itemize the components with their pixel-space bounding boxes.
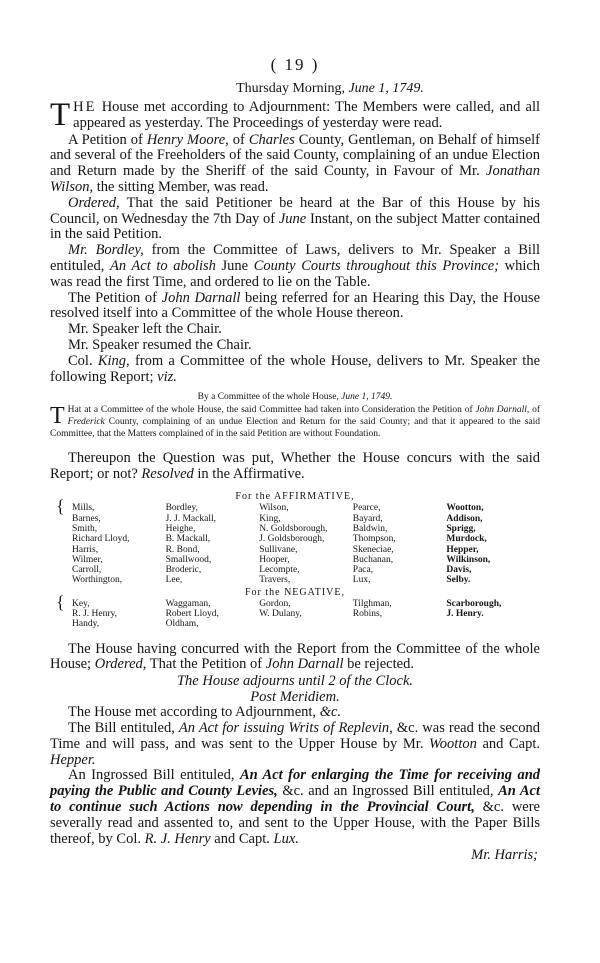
member-name: Wootton, [446, 503, 484, 514]
member-name: Addison, [446, 513, 483, 524]
opening-paragraph: THE House met according to Adjournment: The Members were called, and all appeared as yesterday. The Proceedings of yesterday were read. [50, 97, 541, 133]
member-name: Lux, [352, 575, 371, 586]
king-paragraph: Col. King, from a Committee of the whole House, delivers to Mr. Speaker the following Report; viz. [50, 352, 541, 385]
member-name: Key, [72, 598, 90, 609]
vote-column [353, 503, 447, 585]
member-name: Bayard, [352, 513, 383, 524]
member-name: J. Goldsborough, [259, 534, 325, 545]
dateline: Thursday Morning, June 1, 1749. [236, 81, 424, 96]
member-name: Waggaman, [165, 598, 211, 609]
drop-cap: T [50, 97, 71, 133]
member-name: Handy, [72, 619, 100, 630]
vote-column [50, 591, 166, 630]
member-name: Robert Lloyd, [165, 609, 219, 619]
member-name: Lecompte, [259, 565, 300, 576]
levies-paragraph: An Ingrossed Bill entituled, An Act for enlarging the Time for receiving and paying the Public and County Levies, &c. and an Ingrossed Bill entituled, An Act to continue such Actions now depending in the Provincial Court, &c. were severally read and assented to, and sent to the Upper House, with the Paper Bills thereof, by Col. R. J. Henry and Capt. Lux. [50, 767, 541, 847]
member-name [259, 619, 353, 629]
member-name: Broderic, [165, 565, 202, 576]
ordered-paragraph: Ordered, That the said Petitioner be heard at the Bar of this House by his Council, on Wednesday the 7th Day of June Instant, on the subject Matter contained in the said Petition. [50, 194, 541, 243]
bordley-paragraph: Mr. Bordley, from the Committee of Laws, delivers to Mr. Speaker a Bill entituled, An Act to abolish June County Courts throughout this Province; which was read the first Time, and ordered to lie on the Table. [50, 242, 541, 290]
vote-column [353, 599, 447, 630]
vote-column [259, 599, 353, 630]
met-paragraph: The House met according to Adjournment, &c. [68, 704, 342, 721]
member-name: Oldham, [165, 619, 199, 630]
member-name: Scarborough, [446, 598, 502, 609]
member-name: R. J. Henry, [72, 609, 118, 619]
member-name: Hepper, [446, 544, 479, 555]
member-name: N. Goldsborough, [259, 523, 328, 534]
member-name: Wilson, [259, 503, 289, 514]
member-name: Harris, [72, 544, 99, 555]
darnall-paragraph: The Petition of John Darnall being referred for an Hearing this Day, the House resolved itself into a Committee of the whole House thereon. [50, 289, 541, 322]
speaker-left: Mr. Speaker left the Chair. [68, 321, 222, 338]
adjourns-line: The House adjourns until 2 of the Clock. [176, 673, 413, 690]
member-name: J. J. Mackall, [165, 513, 216, 524]
member-name: Sullivane, [259, 544, 298, 555]
vote-column [166, 599, 260, 630]
member-name: Worthington, [72, 575, 123, 586]
report-drop-cap: T [50, 403, 65, 430]
member-name: Murdock, [446, 534, 487, 545]
member-name: Hooper, [259, 554, 290, 565]
member-name [353, 619, 447, 629]
brace-mark: { [56, 496, 65, 517]
member-name: Smith, [72, 523, 98, 534]
member-name [446, 619, 540, 629]
member-name: Heighe, [165, 523, 196, 534]
page-number: ( 19 ) [270, 55, 320, 74]
member-name: Thompson, [352, 534, 396, 545]
member-name: Carroll, [72, 565, 102, 576]
member-name: Lee, [165, 575, 183, 586]
report-heading: By a Committee of the whole House, June 1, 1749. [197, 392, 393, 403]
negative-label: For the NEGATIVE, [244, 586, 346, 598]
brace-mark: { [56, 591, 65, 612]
member-name: Travers, [259, 575, 291, 586]
vote-column [50, 496, 166, 586]
committee-report: T Hat at a Committee of the whole House, the said Committee had taken into Consideration the Petition of John Darnall, of Frederick County, complaining of an undue Election and Return for the said County; and that it appeared to the said Committee, that the Matters complained of in the said Petition are without Foundation. [50, 403, 541, 439]
member-name: Mills, [72, 503, 95, 514]
member-name: Paca, [352, 565, 374, 576]
member-name: Barnes, [72, 513, 101, 524]
member-name: Robins, [352, 609, 383, 619]
vote-column [446, 503, 540, 585]
replevin-paragraph: The Bill entituled, An Act for issuing Writs of Replevin, &c. was read the second Time and will pass, and was sent to the Upper House by Mr. Wootton and Capt. Hepper. [50, 719, 540, 768]
member-name: Selby. [446, 575, 471, 586]
member-name: Wilkinson, [446, 554, 491, 565]
member-name: King, [259, 513, 281, 524]
member-name: Bordley, [165, 503, 198, 514]
member-name: Pearce, [352, 503, 381, 514]
member-name: B. Mackall, [165, 534, 211, 545]
vote-column [166, 503, 260, 585]
member-name: Buchanan, [352, 554, 394, 565]
member-name: Smallwood, [165, 554, 212, 565]
member-name: Tilghman, [352, 598, 392, 609]
member-name: Davis, [446, 565, 472, 576]
member-name: Richard Lloyd, [72, 534, 130, 545]
concurred-paragraph: The House having concurred with the Report from the Committee of the whole House; Ordered, That the Petition of John Darnall be rejected. [50, 640, 540, 673]
vote-column [446, 599, 540, 630]
member-name: J. Henry. [446, 609, 484, 619]
member-name: R. Bond, [165, 544, 200, 555]
speaker-resumed: Mr. Speaker resumed the Chair. [68, 336, 252, 353]
post-meridiem: Post Meridiem. [250, 689, 340, 706]
affirmative-label: For the AFFIRMATIVE, [235, 491, 355, 503]
member-name: Sprigg, [446, 523, 476, 534]
petition-paragraph: A Petition of Henry Moore, of Charles County, Gentleman, on Behalf of himself and several of the Freeholders of the said County, complaining of an undue Election and Return made by the Sheriff of the said County, in Favour of Mr. Jonathan Wilson, the sitting Member, was read. [50, 131, 540, 195]
member-name: Baldwin, [352, 523, 388, 534]
vote-column [259, 503, 353, 585]
member-name: Wilmer, [72, 554, 103, 565]
member-name: Gordon, [259, 598, 291, 609]
question-paragraph: Thereupon the Question was put, Whether the House concurs with the said Report; or not? Resolved in the Affirmative. [50, 449, 540, 482]
catchword: Mr. Harris; [471, 847, 538, 864]
member-name: W. Dulany, [259, 609, 302, 619]
page-body [50, 56, 540, 863]
member-name: Skeneciae, [352, 544, 394, 555]
